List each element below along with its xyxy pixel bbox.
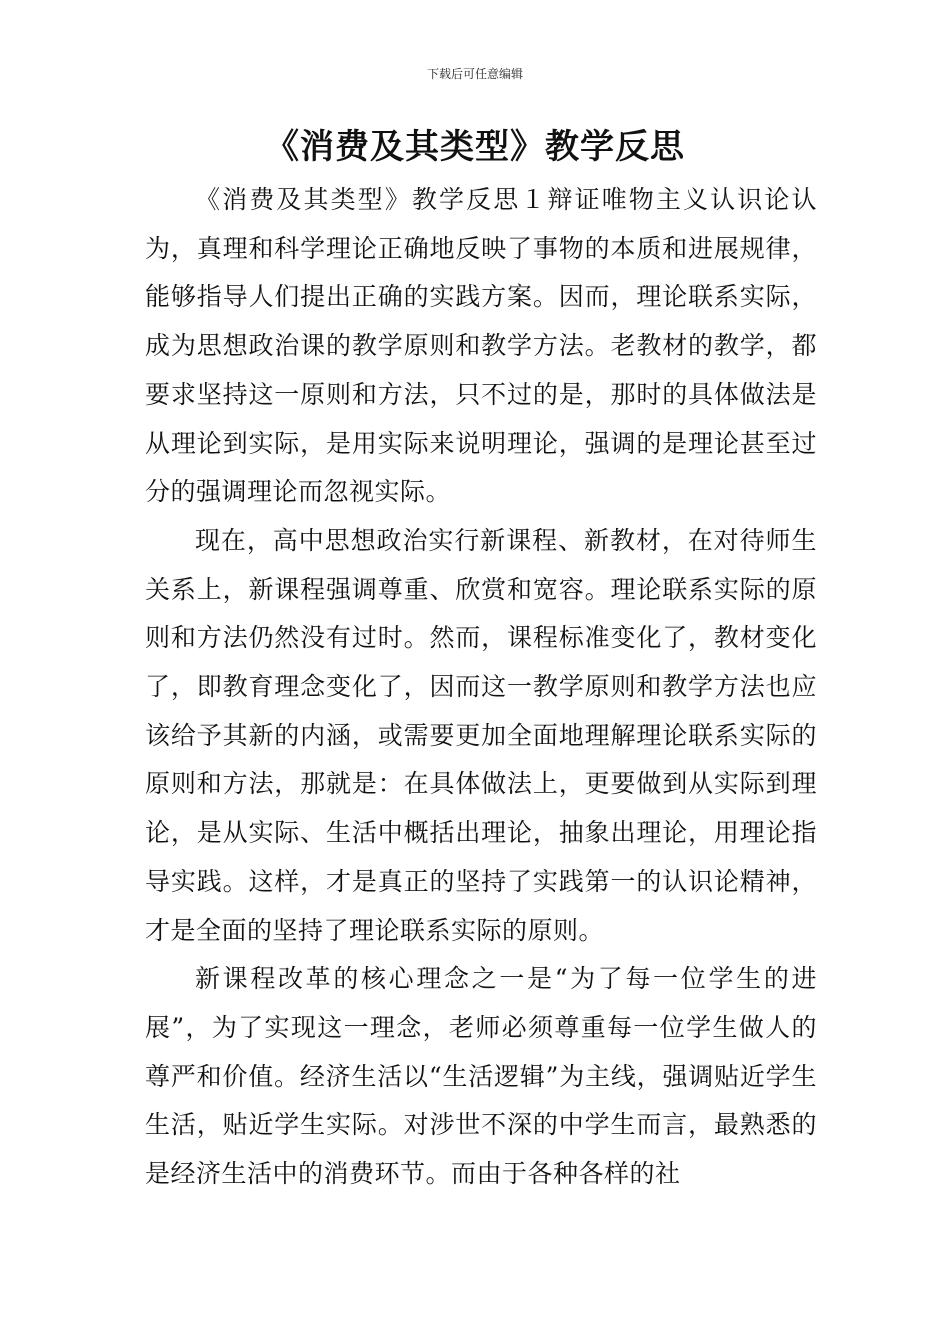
- document-body: [145, 176, 817, 1199]
- paragraph-2: 现在，高中思想政治实行新课程、新教材，在对待师生关系上，新课程强调尊重、欣赏和宽容。理论联系实际的原则和方法仍然没有过时。然而，课程标准变化了，教材变化了，即教育理念变化了，因而这一教学原则和教学方法也应该给予其新的内涵，或需要更加全面地理解理论联系实际的原则和方法，那就是：在具体做法上，更要做到从实际到理论，是从实际、生活中概括出理论，抽象出理论，用理论指导实践。这样，才是真正的坚持了实践第一的认识论精神，才是全面的坚持了理论联系实际的原则。: [145, 525, 817, 945]
- paragraph-3: 新课程改革的核心理念之一是“为了每一位学生的进展”，为了实现这一理念，老师必须尊重每一位学生做人的尊严和价值。经济生活以“生活逻辑”为主线，强调贴近学生生活，贴近学生实际。对涉世不深的中学生而言，最熟悉的是经济生活中的消费环节。而由于各种各样的社: [145, 964, 817, 1189]
- header-note: 下载后可任意编辑: [426, 67, 523, 81]
- paragraph-1: 《消费及其类型》教学反思１辩证唯物主义认识论认为，真理和科学理论正确地反映了事物的本质和进展规律，能够指导人们提出正确的实践方案。因而，理论联系实际，成为思想政治课的教学原则和教学方法。老教材的教学，都要求坚持这一原则和方法，只不过的是，那时的具体做法是从理论到实际，是用实际来说明理论，强调的是理论甚至过分的强调理论而忽视实际。: [145, 185, 817, 507]
- document-title: 《消费及其类型》教学反思: [265, 127, 685, 167]
